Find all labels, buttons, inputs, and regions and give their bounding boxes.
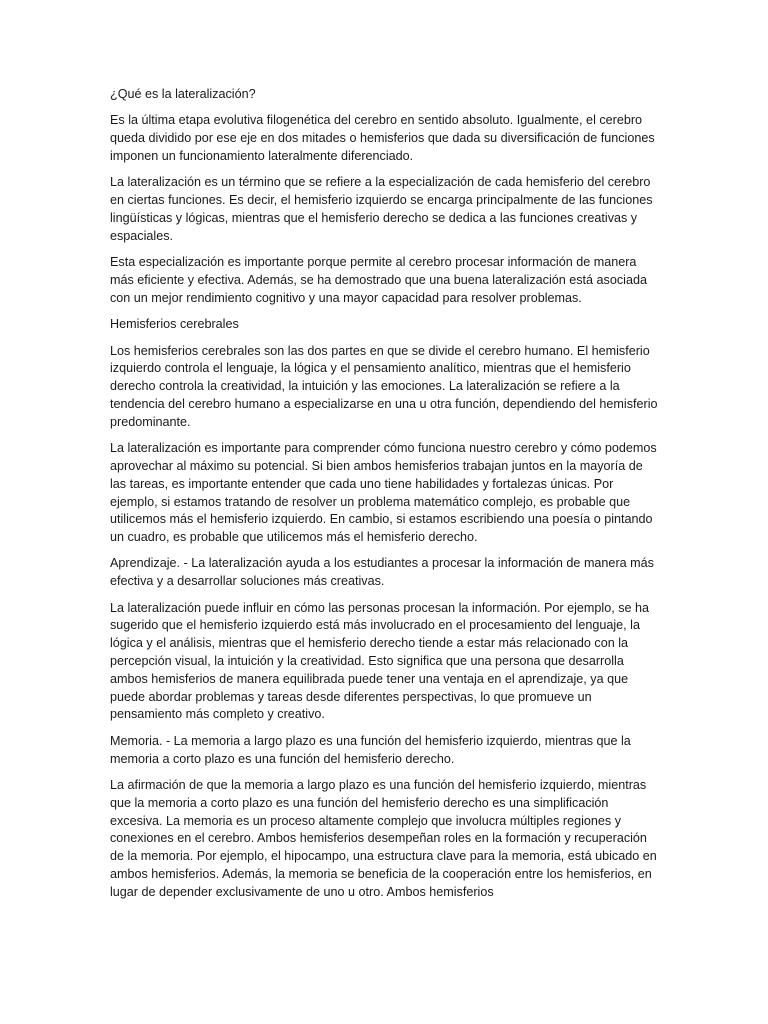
paragraph-memory: Memoria. - La memoria a largo plazo es una función del hemisferio izquierdo, mientras que la memoria a corto plazo es una función del hemisferio derecho. <box>110 733 631 766</box>
question-heading: ¿Qué es la lateralización? <box>110 87 256 101</box>
paragraph-information-processing: La lateralización puede influir en cómo las personas procesan la información. Por ejemplo, se ha sugerido que el hemisferio izquierdo está más involucrado en el procesamiento del lenguaje, la lógica y el análisis, mientras que el hemisferio derecho tiende a estar más relacionado con la percepción visual, la intuición y la creatividad. Esto significa que una persona que desarrolla ambos hemisferios de manera equilibrada puede tener una ventaja en el aprendizaje, ya que puede abordar problemas y tareas desde diferentes perspectivas, lo que promueve un pensamiento más completo y creativo. <box>110 600 650 722</box>
paragraph-importance: Esta especialización es importante porque permite al cerebro procesar información de manera más eficiente y efectiva. Además, se ha demostrado que una buena lateralización está asociada con un mejor rendimiento cognitivo y una mayor capacidad para resolver problemas. <box>110 255 647 305</box>
section-heading-hemispheres: Hemisferios cerebrales <box>110 317 239 332</box>
paragraph-memory-detail: La afirmación de que la memoria a largo plazo es una función del hemisferio izquierdo, mientras que la memoria a corto plazo es una función del hemisferio derecho es una simplificación excesiva. La memoria es un proceso altamente complejo que involucra múltiples regiones y conexiones en el cerebro. Ambos hemisferios desempeñan roles en la formación y recuperación de la memoria. Por ejemplo, el hipocampo, una estructura clave para la memoria, está ubicado en ambos hemisferios. Además, la memoria se beneficia de la cooperación entre los hemisferios, en lugar de depender exclusivamente de uno u otro. Ambos hemisferios <box>110 778 657 899</box>
paragraph-hemispheres: Los hemisferios cerebrales son las dos partes en que se divide el cerebro humano. El hemisferio izquierdo controla el lenguaje, la lógica y el pensamiento analítico, mientras que el hemisferio derecho controla la creatividad, la intuición y las emociones. La lateralización se refiere a la tendencia del cerebro humano a especializarse en una u otra función, dependiendo del hemisferio predominante. <box>110 343 658 429</box>
paragraph-learning: Aprendizaje. - La lateralización ayuda a los estudiantes a procesar la información de manera más efectiva y a desarrollar soluciones más creativas. <box>110 556 654 589</box>
paragraph-specialization: La lateralización es un término que se refiere a la especialización de cada hemisferio del cerebro en ciertas funciones. Es decir, el hemisferio izquierdo se encarga principalmente de las funciones lingüísticas y lógicas, mientras que el hemisferio derecho se dedica a las funciones creativas y espaciales. <box>110 175 653 243</box>
document-body <box>110 86 660 910</box>
paragraph-potential: La lateralización es importante para comprender cómo funciona nuestro cerebro y cómo podemos aprovechar al máximo su potencial. Si bien ambos hemisferios trabajan juntos en la mayoría de las tareas, es importante entender que cada uno tiene habilidades y fortalezas únicas. Por ejemplo, si estamos tratando de resolver un problema matemático complejo, es probable que utilicemos más el hemisferio izquierdo. En cambio, si estamos escribiendo una poesía o pintando un cuadro, es probable que utilicemos más el hemisferio derecho. <box>110 441 657 545</box>
paragraph-definition: Es la última etapa evolutiva filogenética del cerebro en sentido absoluto. Igualmente, el cerebro queda dividido por ese eje en dos mitades o hemisferios que dada su diversificación de funciones imponen un funcionamiento lateralmente diferenciado. <box>110 113 655 163</box>
